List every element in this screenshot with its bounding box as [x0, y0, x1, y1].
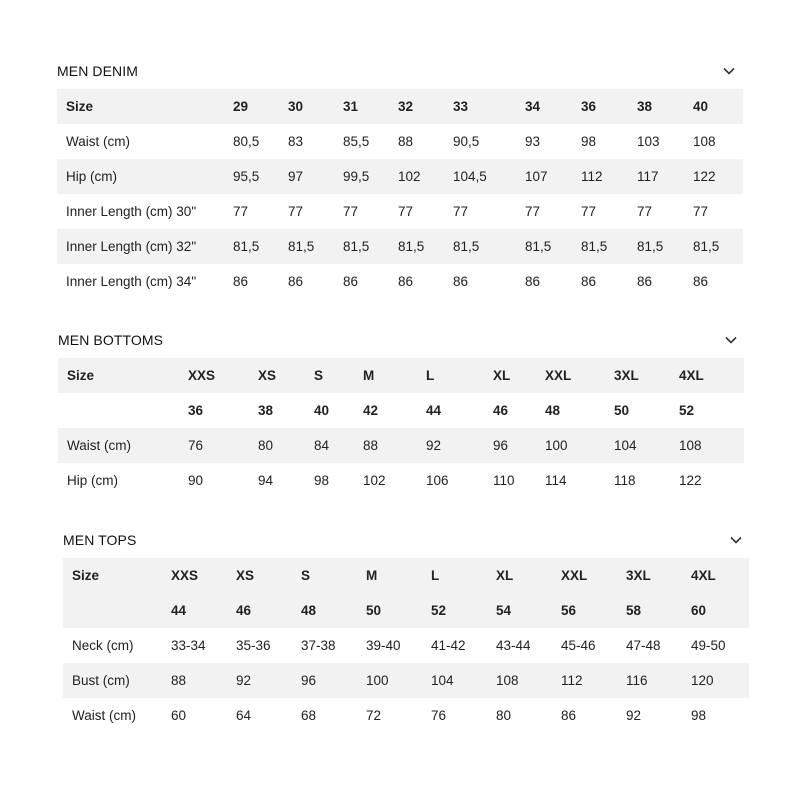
table-cell: 64 [236, 708, 252, 723]
section-title: MEN TOPS [63, 532, 137, 548]
table-cell: 46 [236, 593, 301, 628]
table-cell: 46 [493, 403, 509, 418]
table-cell: 88 [398, 134, 414, 149]
table-cell: 98 [581, 134, 597, 149]
size-table-men-denim [57, 89, 743, 299]
table-cell: 36 [188, 403, 204, 418]
table-header-row [58, 358, 744, 393]
table-cell: 42 [363, 403, 379, 418]
table-row [57, 229, 743, 264]
chevron-down-icon[interactable] [722, 64, 736, 78]
table-cell: 60 [691, 593, 749, 628]
table-row [57, 159, 743, 194]
table-cell: 108 [679, 428, 744, 463]
table-cell: 39-40 [366, 638, 401, 653]
table-row [63, 663, 749, 698]
table-cell: 86 [525, 274, 541, 289]
table-cell: 32 [398, 89, 453, 124]
table-cell: 120 [691, 663, 749, 698]
table-cell: 86 [398, 274, 414, 289]
table-cell: 41-42 [431, 638, 466, 653]
table-cell: 95,5 [233, 159, 288, 194]
table-cell: XS [258, 358, 314, 393]
row-label: Size [57, 89, 233, 124]
table-cell: 34 [525, 89, 581, 124]
table-body [58, 358, 744, 498]
table-cell: XXL [545, 358, 614, 393]
table-cell: 81,5 [581, 229, 637, 264]
table-cell: 92 [236, 663, 301, 698]
table-cell: L [431, 558, 496, 593]
chevron-down-icon[interactable] [724, 333, 738, 347]
table-cell: 48 [301, 593, 366, 628]
section-men-tops [63, 528, 749, 733]
table-cell: 38 [258, 403, 274, 418]
table-cell: 40 [314, 403, 330, 418]
table-cell: 102 [363, 473, 386, 488]
table-cell: 81,5 [398, 229, 453, 264]
size-table-men-tops [63, 558, 749, 733]
table-cell: 86 [288, 274, 304, 289]
table-cell: 80 [258, 428, 314, 463]
table-cell: 116 [626, 663, 691, 698]
section-title: MEN BOTTOMS [58, 332, 164, 348]
section-men-bottoms [58, 328, 744, 498]
table-cell: 102 [398, 159, 453, 194]
table-cell: 86 [233, 274, 249, 289]
table-row [57, 124, 743, 159]
table-cell: 48 [545, 403, 561, 418]
table-cell: M [363, 358, 426, 393]
chevron-down-icon[interactable] [729, 533, 743, 547]
table-cell: 44 [426, 403, 442, 418]
table-cell: 3XL [626, 558, 691, 593]
table-cell: 43-44 [496, 638, 531, 653]
table-cell: 35-36 [236, 638, 271, 653]
table-cell: 47-48 [626, 638, 661, 653]
table-cell: 93 [525, 134, 541, 149]
table-cell: 50 [366, 593, 431, 628]
table-cell: 86 [453, 274, 469, 289]
table-cell: 117 [637, 159, 693, 194]
table-cell: 31 [343, 89, 398, 124]
table-cell: XXS [171, 558, 236, 593]
table-cell: 84 [314, 428, 363, 463]
table-cell: 112 [561, 663, 626, 698]
table-cell: 81,5 [525, 229, 581, 264]
row-label: Inner Length (cm) 30" [66, 204, 197, 219]
table-cell: 77 [453, 204, 469, 219]
table-cell: 76 [431, 708, 447, 723]
table-cell: 80,5 [233, 134, 260, 149]
section-header-men-denim[interactable] [57, 59, 736, 83]
table-cell: 104,5 [453, 159, 525, 194]
table-cell: 106 [426, 473, 449, 488]
table-cell: 86 [343, 274, 359, 289]
table-cell: S [301, 558, 366, 593]
table-row [63, 698, 749, 733]
table-cell: 77 [343, 204, 359, 219]
table-cell: XXS [188, 358, 258, 393]
table-row [58, 463, 744, 498]
table-row [63, 628, 749, 663]
table-cell: 44 [171, 593, 236, 628]
table-cell: 58 [626, 593, 691, 628]
table-cell: 4XL [691, 558, 749, 593]
table-cell: 104 [614, 428, 679, 463]
table-cell: 104 [431, 663, 496, 698]
table-cell: 99,5 [343, 159, 398, 194]
table-cell: S [314, 358, 363, 393]
table-row [57, 264, 743, 299]
table-cell: XL [493, 358, 545, 393]
row-label: Waist (cm) [58, 428, 188, 463]
row-label: Neck (cm) [72, 638, 134, 653]
table-cell: 96 [493, 428, 545, 463]
table-cell: 77 [525, 204, 541, 219]
table-cell: 56 [561, 593, 626, 628]
table-cell: 83 [288, 134, 304, 149]
table-cell: 52 [431, 593, 496, 628]
table-cell: 92 [626, 708, 642, 723]
table-cell: 98 [314, 473, 330, 488]
size-table-men-bottoms [58, 358, 744, 498]
table-cell: 45-46 [561, 638, 596, 653]
table-cell: 107 [525, 159, 581, 194]
table-cell: 90,5 [453, 134, 480, 149]
table-cell: 77 [233, 204, 249, 219]
table-cell: 97 [288, 159, 343, 194]
table-cell: 38 [637, 89, 693, 124]
table-cell: 77 [637, 204, 653, 219]
table-cell: 33-34 [171, 638, 206, 653]
table-body [63, 558, 749, 733]
table-cell: 85,5 [343, 134, 370, 149]
table-cell: 77 [288, 204, 304, 219]
table-cell: 81,5 [343, 229, 398, 264]
table-cell: 81,5 [288, 229, 343, 264]
table-cell: 108 [496, 663, 561, 698]
table-cell: M [366, 558, 431, 593]
table-cell: 103 [637, 134, 660, 149]
row-label: Bust (cm) [63, 663, 171, 698]
row-label: Hip (cm) [57, 159, 233, 194]
table-cell: 76 [188, 428, 258, 463]
section-header-men-bottoms[interactable] [58, 328, 738, 352]
table-cell: 52 [679, 403, 695, 418]
table-cell: 81,5 [453, 229, 525, 264]
table-cell: 77 [581, 204, 597, 219]
table-cell: 81,5 [233, 229, 288, 264]
table-cell: XL [496, 558, 561, 593]
table-cell: 114 [545, 473, 567, 488]
table-cell: 60 [171, 708, 187, 723]
table-cell: 112 [581, 159, 637, 194]
table-cell: 29 [233, 89, 288, 124]
table-cell: 96 [301, 663, 366, 698]
table-cell: 122 [693, 159, 743, 194]
table-header-row [63, 593, 749, 628]
table-row [57, 194, 743, 229]
section-title: MEN DENIM [57, 63, 139, 79]
table-cell: XS [236, 558, 301, 593]
table-cell: 40 [693, 89, 743, 124]
row-label: Hip (cm) [67, 473, 118, 488]
table-cell: 86 [581, 274, 597, 289]
table-cell: 68 [301, 708, 317, 723]
table-body [57, 89, 743, 299]
table-cell: 88 [363, 428, 426, 463]
row-label [63, 593, 171, 628]
table-cell: 90 [188, 473, 204, 488]
table-cell: 98 [691, 708, 707, 723]
table-cell: 30 [288, 89, 343, 124]
table-cell: 49-50 [691, 638, 726, 653]
table-cell: 88 [171, 663, 236, 698]
table-cell: 54 [496, 593, 561, 628]
table-cell: 86 [561, 708, 577, 723]
table-cell: 100 [545, 428, 614, 463]
table-cell: 94 [258, 473, 274, 488]
table-cell: 77 [398, 204, 414, 219]
table-cell: 92 [426, 428, 493, 463]
table-cell: 33 [453, 89, 525, 124]
table-cell: 4XL [679, 358, 744, 393]
table-cell: 118 [614, 473, 636, 488]
table-cell: 86 [637, 274, 653, 289]
row-label: Inner Length (cm) 32" [57, 229, 233, 264]
table-cell: 86 [693, 274, 709, 289]
table-cell: 50 [614, 403, 630, 418]
row-label: Inner Length (cm) 34" [66, 274, 197, 289]
row-label: Size [63, 558, 171, 593]
table-header-row [58, 393, 744, 428]
table-cell: 100 [366, 663, 431, 698]
table-cell: 81,5 [693, 229, 743, 264]
table-cell: L [426, 358, 493, 393]
row-label: Waist (cm) [66, 134, 130, 149]
table-cell: 122 [679, 473, 702, 488]
section-men-denim [57, 59, 743, 299]
table-row [58, 428, 744, 463]
row-label [58, 393, 188, 428]
table-cell: 81,5 [637, 229, 693, 264]
row-label: Waist (cm) [72, 708, 136, 723]
table-cell: 77 [693, 204, 709, 219]
row-label: Size [58, 358, 188, 393]
table-cell: 110 [493, 473, 515, 488]
table-cell: 37-38 [301, 638, 336, 653]
table-cell: XXL [561, 558, 626, 593]
table-cell: 36 [581, 89, 637, 124]
table-header-row [63, 558, 749, 593]
section-header-men-tops[interactable] [63, 528, 743, 552]
table-cell: 80 [496, 708, 512, 723]
table-cell: 72 [366, 708, 382, 723]
table-header-row [57, 89, 743, 124]
table-cell: 3XL [614, 358, 679, 393]
table-cell: 108 [693, 134, 716, 149]
